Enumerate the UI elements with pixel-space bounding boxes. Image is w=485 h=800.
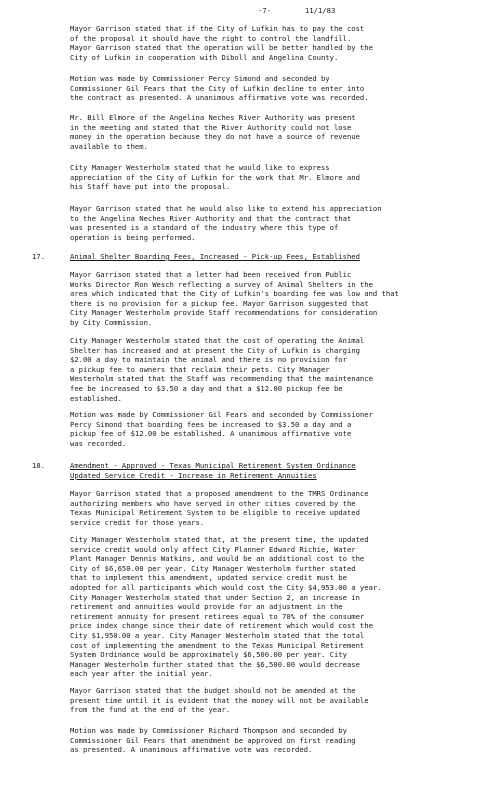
- item-title: Animal Shelter Boarding Fees, Increased - Pick-up Fees, Established: [70, 252, 360, 261]
- paragraph: Mayor Garrison stated that the budget should not be amended at the present time until it is evident that the money will not be available from the fund at the end of the year.: [70, 686, 369, 715]
- paragraph: Mayor Garrison stated that a proposed amendment to the TMRS Ordinance authorizing members who have served in other cities covered by the Texas Municipal Retirement System to be eligible to receive updated service credit for those years.: [70, 489, 369, 527]
- paragraph: Motion was made by Commissioner Richard Thompson and seconded by Commissioner Gil Fears that amendment be approved on first reading as presented. A unanimous affirmative vote was recorded.: [70, 726, 356, 755]
- paragraph: City Manager Westerholm stated that the cost of operating the Animal Shelter has increased and at present the City of Lufkin is charging $2.00 a day to maintain the animal and there is no provision for a pickup fee to owners that reclaim their pets. City Manager Westerholm stated that the Staff was recommending that the maintenance fee be increased to $3.50 a day and that a $12.00 pickup fee be established.: [70, 336, 373, 403]
- item-number: 18.: [32, 461, 45, 470]
- paragraph: Motion was made by Commissioner Gil Fears and seconded by Commissioner Percy Simond that boarding fees be increased to $3.50 a day and a pickup fee of $12.00 be established. A unanimous affirmative vote was recorded.: [70, 410, 373, 448]
- paragraph: Mayor Garrison stated that a letter had been received from Public Works Director Ron Wesch reflecting a survey of Animal Shelters in the area which indicated that the City of Lufkin's boarding fee was low and that there is no provision for a pickup fee. Mayor Garrison suggested that City Manager Westerholm provide Staff recommendations for consideration by City Commission.: [70, 270, 399, 327]
- item-number: 17.: [32, 252, 45, 261]
- meeting-date: 11/1/83: [304, 6, 336, 15]
- paragraph: Motion was made by Commissioner Percy Simond and seconded by Commissioner Gil Fears that the City of Lufkin decline to enter into the contract as presented. A unanimous affirmative vote was recorded.: [70, 74, 369, 103]
- paragraph: Mr. Bill Elmore of the Angelina Neches River Authority was present in the meeting and stated that the River Authority could not lose money in the operation because they do not have a source of revenue available to them.: [70, 113, 360, 151]
- page-header: [258, 6, 369, 16]
- page-number: -7-: [258, 6, 271, 15]
- paragraph: City Manager Westerholm stated that he would like to express appreciation of the City of Lufkin for the work that Mr. Elmore and his Staff have put into the proposal.: [70, 163, 360, 192]
- paragraph: Mayor Garrison stated that he would also like to extend his appreciation to the Angelina Neches River Authority and that the contract that was presented is a standard of the industry where this type of operation is being performed.: [70, 204, 382, 242]
- item-title: Amendment - Approved - Texas Municipal Retirement System Ordinance Updated Service Credit - Increase in Retirement Annuities: [70, 461, 356, 480]
- paragraph: Mayor Garrison stated that if the City of Lufkin has to pay the cost of the proposal it should have the right to control the landfill. Mayor Garrison stated that the operation will be better handled by the City of Lufkin in cooperation with Diboll and Angelina County.: [70, 24, 373, 62]
- paragraph: City Manager Westerholm stated that, at the present time, the updated service credit would only affect City Planner Edward Richie, Water Plant Manager Dennis Watkins, and would be an additional cost to the City of $6,650.00 per year. City Manager Westerholm further stated that to implement this amendment, updated service credit must be adopted for all participants which would cost the City $4,953.00 a year. City Manager Westerholm stated that under Section 2, an increase in retirement and annuities would provide for an adjustment in the retirement annuity for present retirees equal to 70% of the consumer price index change since their date of retirement which would cost the City $1,950.00 a year. City Manager Westerholm stated that the total cost of implementing the amendment to the Texas Municipal Retirement System Ordinance would be approximately $6,500.00 per year. City Manager Westerholm further stated that the $6,500.00 would decrease each year after the initial year.: [70, 535, 382, 679]
